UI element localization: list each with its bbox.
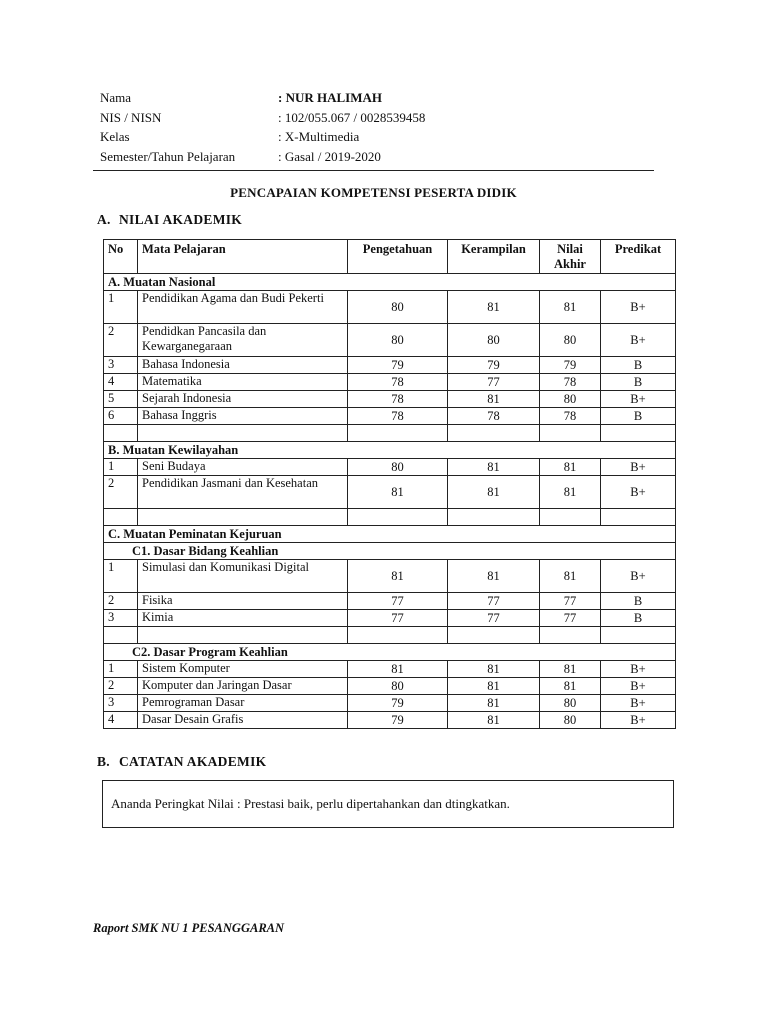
table-row — [104, 391, 676, 408]
cell-knowledge: 78 — [348, 391, 448, 408]
cell-skill: 77 — [448, 593, 540, 610]
section-letter: B. — [97, 754, 110, 769]
cell-predicate: B+ — [601, 476, 676, 509]
table-row — [104, 610, 676, 627]
cell-knowledge: 79 — [348, 695, 448, 712]
cell-knowledge: 80 — [348, 324, 448, 357]
table-row — [104, 324, 676, 357]
cell-final-score: 78 — [540, 408, 601, 425]
blank-cell — [540, 509, 601, 526]
cell-final-score: 81 — [540, 476, 601, 509]
cell-skill: 81 — [448, 560, 540, 593]
cell-final-score: 80 — [540, 712, 601, 729]
cell-no: 1 — [104, 560, 138, 593]
cell-final-score: 77 — [540, 610, 601, 627]
cell-predicate: B+ — [601, 291, 676, 324]
section-heading-academic-notes — [97, 754, 266, 770]
identity-row — [93, 127, 654, 147]
cell-final-score: 81 — [540, 560, 601, 593]
section-title: NILAI AKADEMIK — [119, 212, 243, 227]
table-row — [104, 291, 676, 324]
cell-subject: Sistem Komputer — [138, 661, 348, 678]
group-heading: C. Muatan Peminatan Kejuruan — [104, 526, 676, 543]
cell-predicate: B+ — [601, 560, 676, 593]
cell-no: 1 — [104, 661, 138, 678]
table-row — [104, 678, 676, 695]
blank-cell — [448, 627, 540, 644]
section-letter: A. — [97, 212, 111, 227]
cell-subject: Matematika — [138, 374, 348, 391]
table-row — [104, 357, 676, 374]
blank-row — [104, 425, 676, 442]
blank-row — [104, 509, 676, 526]
cell-no: 3 — [104, 695, 138, 712]
table-row — [104, 459, 676, 476]
cell-no: 5 — [104, 391, 138, 408]
identity-row — [93, 147, 654, 167]
cell-knowledge: 79 — [348, 357, 448, 374]
cell-skill: 81 — [448, 476, 540, 509]
subgroup-heading — [104, 644, 676, 661]
section-title: CATATAN AKADEMIK — [119, 754, 267, 769]
identity-label: Semester/Tahun Pelajaran — [100, 148, 236, 164]
cell-skill: 81 — [448, 695, 540, 712]
cell-final-score: 79 — [540, 357, 601, 374]
header-final-score — [540, 240, 601, 274]
header-subject: Mata Pelajaran — [138, 240, 348, 274]
cell-final-score: 77 — [540, 593, 601, 610]
blank-cell — [104, 509, 138, 526]
table-row — [104, 712, 676, 729]
cell-predicate: B — [601, 408, 676, 425]
table-row — [104, 408, 676, 425]
cell-predicate: B+ — [601, 661, 676, 678]
cell-subject: Pendidikan Agama dan Budi Pekerti — [138, 291, 348, 324]
cell-final-score: 78 — [540, 374, 601, 391]
cell-no: 4 — [104, 374, 138, 391]
cell-predicate: B — [601, 593, 676, 610]
cell-skill: 81 — [448, 661, 540, 678]
cell-subject: Pendidikan Jasmani dan Kesehatan — [138, 476, 348, 509]
cell-no: 1 — [104, 291, 138, 324]
grades-table — [103, 239, 676, 729]
blank-cell — [601, 627, 676, 644]
cell-skill: 81 — [448, 291, 540, 324]
identity-value: : 102/055.067 / 0028539458 — [278, 109, 426, 125]
subgroup-heading-text: C2. Dasar Program Keahlian — [132, 644, 288, 659]
document-title: PENCAPAIAN KOMPETENSI PESERTA DIDIK — [230, 185, 517, 200]
blank-cell — [104, 627, 138, 644]
identity-label: Nama — [100, 90, 132, 105]
cell-knowledge: 80 — [348, 291, 448, 324]
academic-note-box: Ananda Peringkat Nilai : Prestasi baik, perlu dipertahankan dan dtingkatkan. — [102, 780, 674, 828]
cell-no: 2 — [104, 476, 138, 509]
cell-knowledge: 81 — [348, 661, 448, 678]
cell-skill: 78 — [448, 408, 540, 425]
cell-predicate: B — [601, 610, 676, 627]
group-heading-row — [104, 526, 676, 543]
cell-skill: 79 — [448, 357, 540, 374]
subgroup-heading-text: C1. Dasar Bidang Keahlian — [132, 543, 279, 558]
cell-skill: 81 — [448, 391, 540, 408]
cell-knowledge: 81 — [348, 560, 448, 593]
cell-final-score: 81 — [540, 459, 601, 476]
table-header-row — [104, 240, 676, 274]
cell-final-score: 80 — [540, 695, 601, 712]
header-predicate: Predikat — [601, 240, 676, 274]
header-final-line1: Nilai — [557, 242, 583, 256]
identity-value: : NUR HALIMAH — [278, 90, 382, 105]
cell-predicate: B+ — [601, 459, 676, 476]
cell-predicate: B+ — [601, 695, 676, 712]
cell-subject: Sejarah Indonesia — [138, 391, 348, 408]
blank-cell — [348, 425, 448, 442]
cell-subject: Dasar Desain Grafis — [138, 712, 348, 729]
table-row — [104, 661, 676, 678]
cell-skill: 77 — [448, 374, 540, 391]
identity-value: : Gasal / 2019-2020 — [278, 148, 381, 164]
subgroup-heading — [104, 543, 676, 560]
cell-knowledge: 78 — [348, 408, 448, 425]
cell-predicate: B+ — [601, 324, 676, 357]
cell-knowledge: 80 — [348, 459, 448, 476]
table-row — [104, 476, 676, 509]
table-row — [104, 593, 676, 610]
header-final-line2: Akhir — [554, 257, 586, 271]
blank-row — [104, 627, 676, 644]
cell-skill: 81 — [448, 459, 540, 476]
blank-cell — [348, 627, 448, 644]
cell-knowledge: 77 — [348, 610, 448, 627]
cell-subject: Bahasa Indonesia — [138, 357, 348, 374]
blank-cell — [448, 425, 540, 442]
cell-skill: 81 — [448, 678, 540, 695]
identity-label: NIS / NISN — [100, 109, 162, 125]
blank-cell — [348, 509, 448, 526]
grades-table-body — [104, 274, 676, 729]
cell-no: 4 — [104, 712, 138, 729]
blank-cell — [540, 425, 601, 442]
subgroup-heading-row — [104, 644, 676, 661]
cell-predicate: B — [601, 374, 676, 391]
identity-label: Kelas — [100, 129, 130, 144]
blank-cell — [138, 627, 348, 644]
group-heading-row — [104, 442, 676, 459]
cell-predicate: B+ — [601, 678, 676, 695]
blank-cell — [138, 425, 348, 442]
blank-cell — [104, 425, 138, 442]
table-row — [104, 374, 676, 391]
identity-row — [93, 88, 654, 108]
cell-final-score: 81 — [540, 678, 601, 695]
cell-subject: Seni Budaya — [138, 459, 348, 476]
cell-knowledge: 80 — [348, 678, 448, 695]
header-skill: Kerampilan — [448, 240, 540, 274]
blank-cell — [448, 509, 540, 526]
blank-cell — [601, 425, 676, 442]
cell-no: 3 — [104, 610, 138, 627]
cell-final-score: 80 — [540, 324, 601, 357]
section-heading-academic-grades — [97, 212, 242, 228]
cell-no: 3 — [104, 357, 138, 374]
cell-no: 2 — [104, 593, 138, 610]
cell-knowledge: 77 — [348, 593, 448, 610]
cell-predicate: B — [601, 357, 676, 374]
cell-knowledge: 78 — [348, 374, 448, 391]
cell-final-score: 80 — [540, 391, 601, 408]
cell-subject: Fisika — [138, 593, 348, 610]
student-identity-block — [93, 88, 654, 171]
cell-final-score: 81 — [540, 291, 601, 324]
identity-value: : X-Multimedia — [278, 129, 360, 144]
cell-skill: 81 — [448, 712, 540, 729]
report-footer: Raport SMK NU 1 PESANGGARAN — [93, 921, 285, 935]
cell-subject: Bahasa Inggris — [138, 408, 348, 425]
header-no: No — [104, 240, 138, 274]
cell-subject: Kimia — [138, 610, 348, 627]
cell-skill: 80 — [448, 324, 540, 357]
cell-knowledge: 79 — [348, 712, 448, 729]
cell-no: 1 — [104, 459, 138, 476]
identity-row — [93, 108, 654, 128]
cell-subject: Komputer dan Jaringan Dasar — [138, 678, 348, 695]
group-heading-row — [104, 274, 676, 291]
table-row — [104, 560, 676, 593]
cell-final-score: 81 — [540, 661, 601, 678]
cell-no: 2 — [104, 324, 138, 357]
group-heading: A. Muatan Nasional — [104, 274, 676, 291]
blank-cell — [601, 509, 676, 526]
cell-skill: 77 — [448, 610, 540, 627]
header-knowledge: Pengetahuan — [348, 240, 448, 274]
blank-cell — [540, 627, 601, 644]
cell-no: 2 — [104, 678, 138, 695]
table-row — [104, 695, 676, 712]
cell-subject: Simulasi dan Komunikasi Digital — [138, 560, 348, 593]
cell-subject: Pendidkan Pancasila dan Kewarganegaraan — [138, 324, 348, 357]
cell-knowledge: 81 — [348, 476, 448, 509]
group-heading: B. Muatan Kewilayahan — [104, 442, 676, 459]
cell-subject: Pemrograman Dasar — [138, 695, 348, 712]
cell-predicate: B+ — [601, 712, 676, 729]
blank-cell — [138, 509, 348, 526]
subgroup-heading-row — [104, 543, 676, 560]
cell-no: 6 — [104, 408, 138, 425]
cell-predicate: B+ — [601, 391, 676, 408]
